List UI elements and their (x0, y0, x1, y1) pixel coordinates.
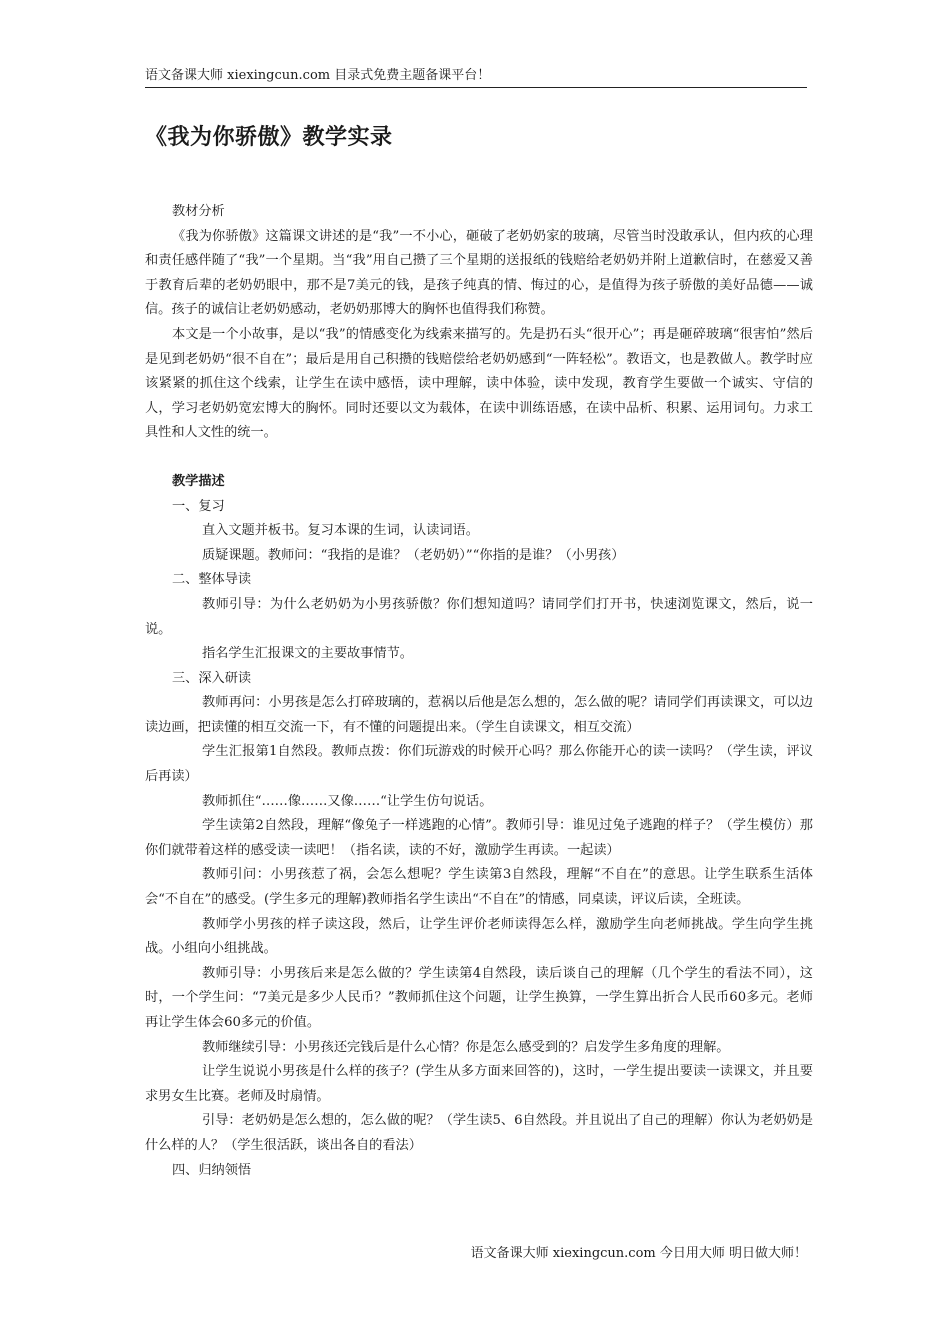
paragraph: 引导：老奶奶是怎么想的，怎么做的呢？（学生读5、6自然段。并且说出了自己的理解）你认为老奶奶是什么样的人？（学生很活跃，谈出各自的看法） (145, 1113, 813, 1153)
paragraph: 质疑课题。教师问：“我指的是谁？（老奶奶）”“你指的是谁？（小男孩） (202, 547, 625, 563)
paragraph: 指名学生汇报课文的主要故事情节。 (202, 646, 413, 662)
paragraph: 教师学小男孩的样子读这段，然后，让学生评价老师读得怎么样，激励学生向老师挑战。学生向学生挑战。小组向小组挑战。 (145, 916, 813, 957)
paragraph: 学生汇报第1自然段。教师点拨：你们玩游戏的时候开心吗？那么你能开心的读一读吗？（学生读，评议后再读） (145, 744, 813, 785)
paragraph: 教师再问：小男孩是怎么打碎玻璃的，惹祸以后他是怎么想的，怎么做的呢？请同学们再读课文，可以边读边画，把读懂的相互交流一下，有不懂的问题提出来。（学生自读课文，相互交流） (145, 695, 813, 735)
page-header: 语文备课大师 xiexingcun.com 目录式免费主题备课平台！ (145, 66, 807, 88)
section-heading-description: 教学描述 (172, 473, 225, 489)
paragraph: 学生读第2自然段，理解“像兔子一样逃跑的心情”。教师引导：谁见过兔子逃跑的样子？（学生模仿）那你们就带着这样的感受读一读吧！（指名读，读的不好，激励学生再读。一起读） (145, 818, 813, 858)
paragraph: 教师引导：小男孩后来是怎么做的？学生读第4自然段，读后谈自己的理解（几个学生的看法不同），这时，一个学生问：“7美元是多少人民币？”教师抓住这个问题，让学生换算，一学生算出折合人民币60多元。老师再让学生体会60多元的价值。 (145, 965, 813, 1030)
paragraph: 教师引问：小男孩惹了祸，会怎么想呢？学生读第3自然段，理解“不自在”的意思。让学生联系生活体会“不自在”的感受。(学生多元的理解)教师指名学生读出“不自在”的情感，同桌读，评议后读，全班读。 (145, 867, 813, 908)
page-title: 《我为你骄傲》教学实录 (145, 124, 393, 150)
subsection-heading: 一、复习 (172, 498, 225, 514)
paragraph: 直入文题并板书。复习本课的生词，认读词语。 (202, 523, 479, 539)
subsection-heading: 三、深入研读 (172, 670, 252, 686)
paragraph: 让学生说说小男孩是什么样的孩子？(学生从多方面来回答的)，这时，一学生提出要读一读课文，并且要求男女生比赛。老师及时扇情。 (145, 1064, 813, 1104)
page-footer: 语文备课大师 xiexingcun.com 今日用大师 明日做大师！ (470, 1246, 807, 1261)
paragraph: 教师抓住“……像……又像……“让学生仿句说话。 (202, 793, 493, 809)
paragraph: 《我为你骄傲》这篇课文讲述的是“我”一不小心，砸破了老奶奶家的玻璃，尽管当时没敢承认，但内疚的心理和责任感伴随了“我”一个星期。当“我”用自己攒了三个星期的送报纸的钱赔给老奶奶并附上道歉信时，在慈爱又善于教育后辈的老奶奶眼中，那不是7美元的钱，是孩子纯真的情、悔过的心，是值得为孩子骄傲的美好品德——诚信。孩子的诚信让老奶奶感动，老奶奶那博大的胸怀也值得我们称赞。 (145, 228, 813, 318)
paragraph: 教师继续引导：小男孩还完钱后是什么心情？你是怎么感受到的？启发学生多角度的理解。 (202, 1039, 730, 1055)
paragraph: 本文是一个小故事，是以“我”的情感变化为线索来描写的。先是扔石头“很开心”；再是砸碎玻璃“很害怕”然后是见到老奶奶“很不自在”；最后是用自己积攒的钱赔偿给老奶奶感到“一阵轻松”。教语文，也是教做人。教学时应该紧紧的抓住这个线索，让学生在读中感悟，读中理解，读中体验，读中发现，教育学生要做一个诚实、守信的人，学习老奶奶宽宏博大的胸怀。同时还要以文为载体，在读中训练语感，在读中品析、积累、运用词句。力求工具性和人文性的统一。 (145, 326, 813, 441)
subsection-heading: 四、归纳领悟 (172, 1162, 252, 1178)
paragraph: 教师引导：为什么老奶奶为小男孩骄傲？你们想知道吗？请同学们打开书，快速浏览课文，然后，说一说。 (145, 596, 813, 637)
subsection-heading: 二、整体导读 (172, 572, 252, 588)
document-body (145, 200, 813, 1183)
section-heading-analysis: 教材分析 (172, 204, 225, 219)
spacer (145, 446, 813, 470)
